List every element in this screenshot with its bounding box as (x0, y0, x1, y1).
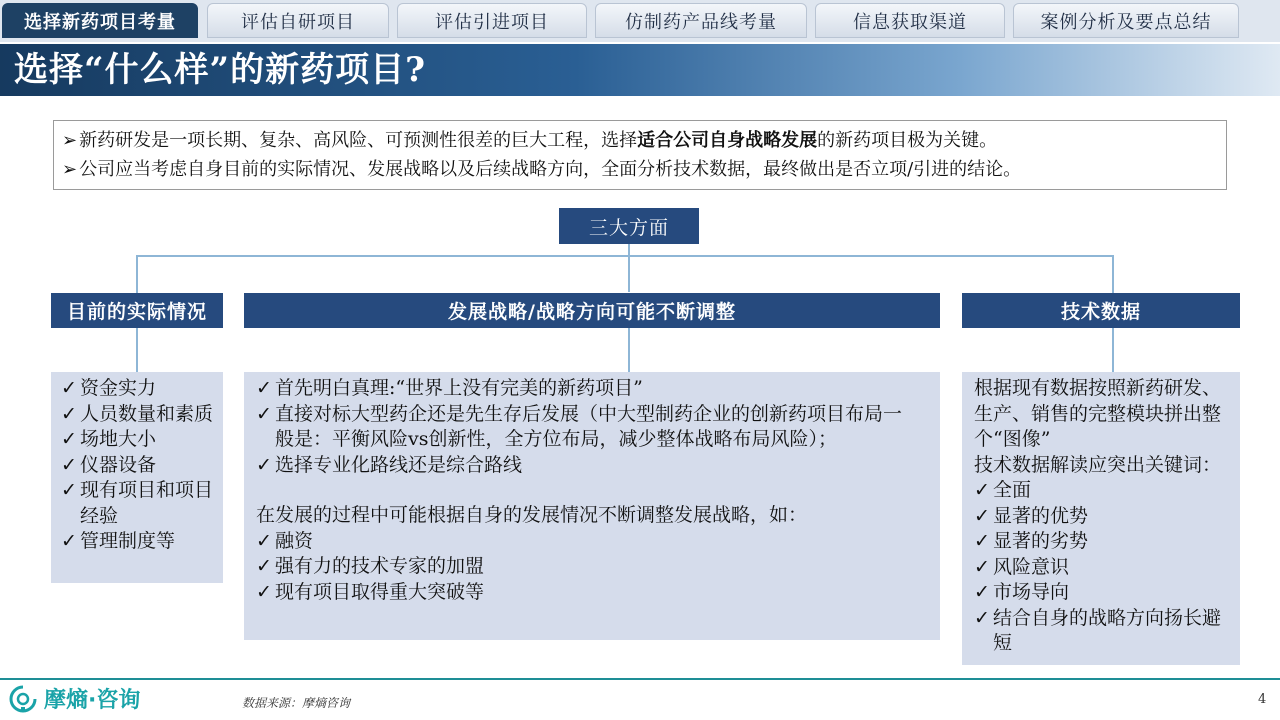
list-item: ✓ 显著的劣势 (974, 529, 1232, 555)
checkmark-icon: ✓ (974, 555, 990, 578)
title-bar (0, 44, 1280, 96)
list-item: ✓ 首先明白真理:“世界上没有完美的新药项目” (256, 376, 920, 402)
checkmark-icon: ✓ (61, 530, 77, 552)
technical-data-header: 技术数据 (962, 293, 1240, 328)
checkmark-icon: ✓ (974, 504, 990, 527)
list-item: ✓ 现有项目和项目经验 (61, 478, 217, 529)
list-item: ✓ 管理制度等 (61, 529, 217, 555)
checkmark-icon: ✓ (61, 377, 77, 399)
page-title: 选择“什么样”的新药项目? (14, 50, 427, 90)
checkmark-icon: ✓ (256, 377, 272, 399)
tab-bar (0, 0, 1280, 42)
checkmark-icon: ✓ (974, 606, 990, 629)
current-situation-header: 目前的实际情况 (51, 293, 223, 328)
checkmark-icon: ✓ (974, 581, 990, 603)
connector-left-down (136, 255, 138, 293)
checkmark-icon: ✓ (256, 453, 272, 476)
list-item: ✓ 市场导向 (974, 580, 1232, 606)
current-situation-box (51, 372, 223, 583)
checkmark-icon: ✓ (974, 530, 990, 552)
footer-divider (0, 678, 1280, 680)
technical-paragraph-1: 根据现有数据按照新药研发、生产、销售的完整模块拼出整个“图像” (974, 377, 1222, 450)
connector-middle-to-box (628, 328, 630, 372)
list-item: ✓ 结合自身的战略方向扬长避短 (974, 606, 1232, 657)
list-item: ✓ 融资 (256, 529, 920, 555)
connector-left-to-box (136, 328, 138, 372)
checkmark-icon: ✓ (974, 479, 990, 501)
list-item: ✓ 仪器设备 (61, 453, 217, 479)
tab-info-channels[interactable]: 信息获取渠道 (815, 3, 1005, 38)
logo-text: 摩熵·咨询 (44, 688, 141, 713)
list-item: ✓ 风险意识 (974, 555, 1232, 581)
strategy-box (244, 372, 940, 640)
checkmark-icon: ✓ (256, 402, 272, 425)
tab-generic-pipeline[interactable]: 仿制药产品线考量 (595, 3, 807, 38)
checkmark-icon: ✓ (61, 402, 77, 425)
intro-line-1: ➢ 新药研发是一项长期、复杂、高风险、可预测性很差的巨大工程，选择适合公司自身战略发展的新药项目极为关键。 (62, 130, 998, 151)
logo-icon (8, 685, 38, 713)
intro-box (53, 120, 1227, 190)
list-item: ✓ 全面 (974, 478, 1232, 504)
arrow-bullet-icon: ➢ (62, 159, 78, 180)
intro-line-2: ➢ 公司应当考虑自身目前的实际情况、发展战略以及后续战略方向，全面分析技术数据，最终做出是否立项/引进的结论。 (62, 159, 1022, 180)
list-item: ✓ 选择专业化路线还是综合路线 (256, 453, 920, 479)
list-item: ✓ 显著的优势 (974, 504, 1232, 530)
checkmark-icon: ✓ (61, 428, 77, 450)
checkmark-icon: ✓ (61, 453, 77, 476)
technical-data-box (962, 372, 1240, 665)
company-logo (8, 683, 140, 714)
strategy-header: 发展战略/战略方向可能不断调整 (244, 293, 940, 328)
checkmark-icon: ✓ (256, 580, 272, 603)
tab-case-analysis[interactable]: 案例分析及要点总结 (1013, 3, 1239, 38)
connector-right-to-box (1112, 328, 1114, 372)
page-number: 4 (1258, 692, 1267, 707)
list-item: ✓ 直接对标大型药企还是先生存后发展（中大型制药企业的创新药项目布局一般是：平衡风险vs创新性，全方位布局，减少整体战略布局风险）； (256, 402, 920, 453)
connector-horizontal (136, 255, 1114, 257)
data-source: 数据来源：摩熵咨询 (242, 696, 351, 710)
tab-evaluate-in-house[interactable]: 评估自研项目 (207, 3, 389, 38)
checkmark-icon: ✓ (256, 529, 272, 552)
technical-paragraph-2: 技术数据解读应突出关键词： (974, 453, 1222, 476)
list-item: ✓ 人员数量和素质 (61, 402, 217, 428)
arrow-bullet-icon: ➢ (62, 130, 78, 151)
strategy-paragraph: 在发展的过程中可能根据自身的发展情况不断调整发展战略，如： (256, 504, 808, 526)
checkmark-icon: ✓ (61, 479, 77, 501)
tab-new-drug-considerations[interactable]: 选择新药项目考量 (2, 3, 198, 38)
list-item: ✓ 资金实力 (61, 376, 217, 402)
list-item: ✓ 现有项目取得重大突破等 (256, 580, 920, 606)
list-item: ✓ 强有力的技术专家的加盟 (256, 554, 920, 580)
connector-right-down (1112, 255, 1114, 293)
list-item: ✓ 场地大小 (61, 427, 217, 453)
checkmark-icon: ✓ (256, 555, 272, 577)
intro-highlight: 适合公司自身战略发展 (637, 130, 818, 151)
three-aspects-header: 三大方面 (559, 208, 699, 244)
connector-vertical-center (628, 244, 630, 292)
tab-evaluate-licensing[interactable]: 评估引进项目 (397, 3, 587, 38)
